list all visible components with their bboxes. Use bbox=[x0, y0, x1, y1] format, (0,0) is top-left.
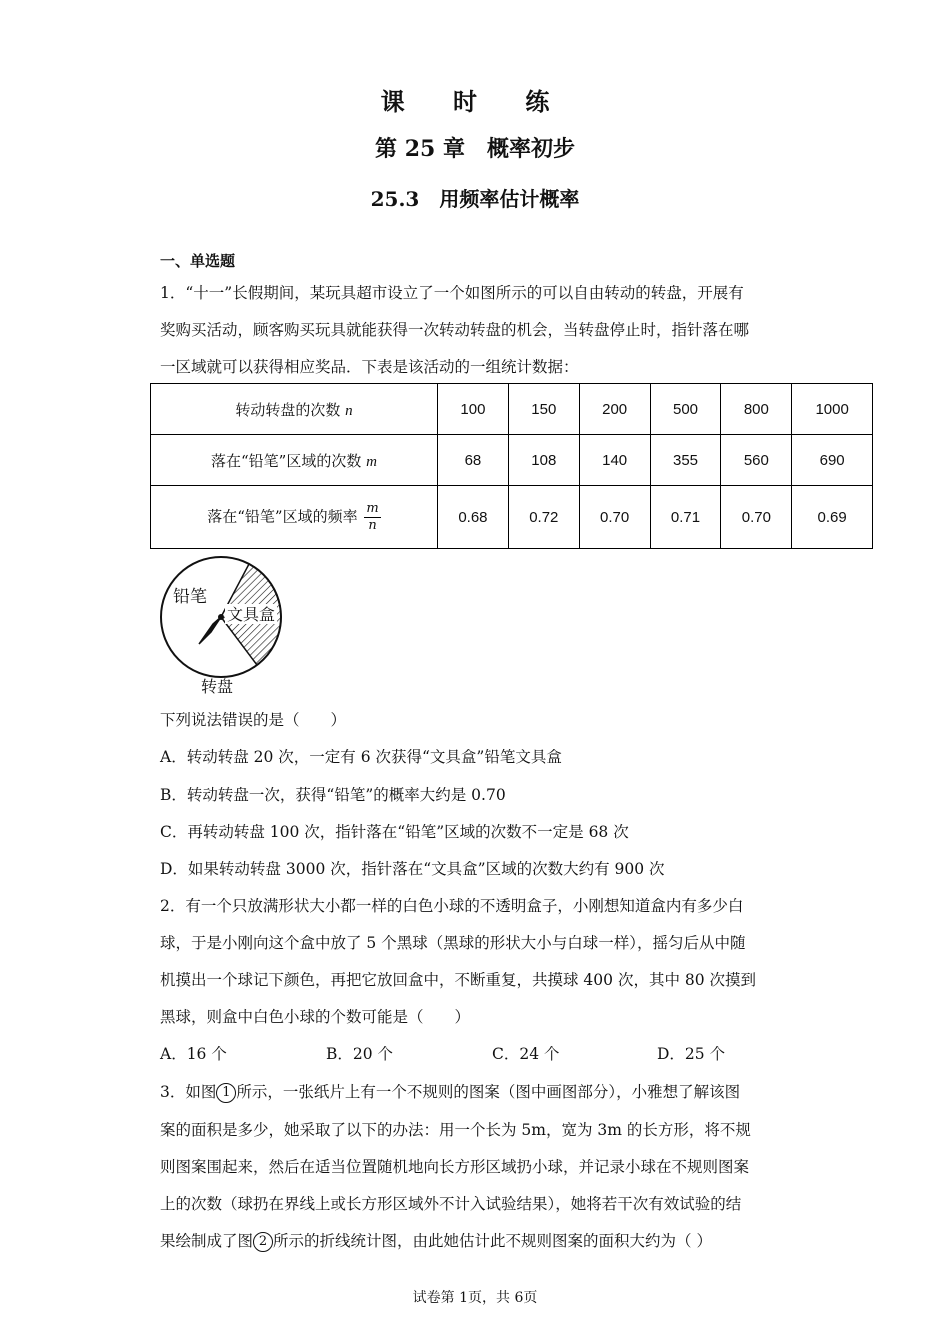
label-pencil-box: 文具盒 bbox=[227, 605, 276, 624]
table-cell: 0.70 bbox=[579, 486, 650, 549]
table-cell: 150 bbox=[508, 384, 579, 435]
q2-option-d: D．25 个 bbox=[657, 1045, 726, 1063]
figure-caption: 转盘 bbox=[201, 677, 234, 696]
var-n: n bbox=[345, 402, 353, 419]
table-row bbox=[151, 384, 873, 435]
worksheet-title: 课 时 练 bbox=[380, 87, 570, 116]
q1-stem-line-3: 一区域就可以获得相应奖品．下表是该活动的一组统计数据： bbox=[160, 358, 579, 376]
q3-stem-line-2: 案的面积是多少，她采取了以下的办法：用一个长为 5m，宽为 3m 的长方形，将不规 bbox=[160, 1121, 751, 1139]
table-cell: 800 bbox=[721, 384, 792, 435]
q3-stem-line-4: 上的次数（球扔在界线上或长方形区域外不计入试验结果），她将若干次有效试验的结 bbox=[160, 1195, 742, 1213]
q1-stem-line-1: 1．“十一”长假期间，某玩具超市设立了一个如图所示的可以自由转动的转盘，开展有 bbox=[160, 284, 744, 302]
table-cell: 0.71 bbox=[650, 486, 721, 549]
circled-number-1: 1 bbox=[216, 1083, 236, 1103]
table-cell: 0.69 bbox=[792, 486, 873, 549]
statistics-table bbox=[150, 383, 873, 549]
row-header-spins: 转动转盘的次数 n bbox=[151, 384, 438, 435]
row-header-count: 落在“铅笔”区域的次数 m bbox=[151, 435, 438, 486]
table-row bbox=[151, 486, 873, 549]
q2-stem-line-4: 黑球，则盒中白色小球的个数可能是（ ） bbox=[160, 1008, 471, 1026]
table-cell: 200 bbox=[579, 384, 650, 435]
table-cell: 68 bbox=[438, 435, 509, 486]
page-footer: 试卷第 1页，共 6页 bbox=[412, 1290, 538, 1306]
chapter-title: 第 25 章 概率初步 bbox=[375, 136, 575, 162]
q3-stem-line-1: 3．如图 1 所示，一张纸片上有一个不规则的图案（图中画图部分），小雅想了解该图 bbox=[160, 1083, 741, 1101]
table-row bbox=[151, 435, 873, 486]
q1-option-d: D．如果转动转盘 3000 次，指针落在“文具盒”区域的次数大约有 900 次 bbox=[160, 860, 665, 878]
q2-option-a: A．16 个 bbox=[160, 1045, 227, 1063]
q2-stem-line-1: 2．有一个只放满形状大小都一样的白色小球的不透明盒子，小刚想知道盒内有多少白 bbox=[160, 897, 744, 915]
row-header-frequency: 落在“铅笔”区域的频率 $\frac{m}{n}$ bbox=[151, 486, 438, 549]
table-cell: 140 bbox=[579, 435, 650, 486]
q3-stem-line-5: 果绘制成了图 2 所示的折线统计图，由此她估计此不规则图案的面积大约为（ ） bbox=[160, 1232, 712, 1250]
spinner-figure bbox=[155, 552, 290, 697]
q1-option-b: B．转动转盘一次，获得“铅笔”的概率大约是 0.70 bbox=[160, 786, 506, 804]
section-heading: 一、单选题 bbox=[160, 252, 236, 270]
q2-stem-line-3: 机摸出一个球记下颜色，再把它放回盒中，不断重复，共摸球 400 次，其中 80 次摸到 bbox=[160, 971, 757, 989]
q3-stem-line-3: 则图案围起来，然后在适当位置随机地向长方形区域扔小球，并记录小球在不规则图案 bbox=[160, 1158, 750, 1176]
q2-stem-line-2: 球，于是小刚向这个盒中放了 5 个黑球（黑球的形状大小与白球一样），摇匀后从中随 bbox=[160, 934, 746, 952]
table-cell: 560 bbox=[721, 435, 792, 486]
fraction-m-over-n: $\frac{m}{n}$ bbox=[366, 500, 379, 533]
table-cell: 690 bbox=[792, 435, 873, 486]
circled-number-2: 2 bbox=[253, 1232, 273, 1252]
pivot-dot bbox=[218, 614, 224, 620]
table-cell: 0.70 bbox=[721, 486, 792, 549]
table-cell: 0.68 bbox=[438, 486, 509, 549]
q1-stem-line-2: 奖购买活动，顾客购买玩具就能获得一次转动转盘的机会，当转盘停止时，指针落在哪 bbox=[160, 321, 750, 339]
q2-option-c: C．24 个 bbox=[492, 1045, 560, 1063]
table-cell: 355 bbox=[650, 435, 721, 486]
var-m: m bbox=[366, 453, 377, 470]
table-cell: 1000 bbox=[792, 384, 873, 435]
table-cell: 0.72 bbox=[508, 486, 579, 549]
q1-option-a: A．转动转盘 20 次，一定有 6 次获得“文具盒”铅笔文具盒 bbox=[160, 748, 562, 766]
table-cell: 100 bbox=[438, 384, 509, 435]
label-pencil: 铅笔 bbox=[173, 587, 207, 607]
q1-option-c: C．再转动转盘 100 次，指针落在“铅笔”区域的次数不一定是 68 次 bbox=[160, 823, 629, 841]
section-title: 25.3 用频率估计概率 bbox=[370, 187, 580, 211]
table-cell: 500 bbox=[650, 384, 721, 435]
q1-question: 下列说法错误的是（ ） bbox=[160, 711, 347, 729]
table-cell: 108 bbox=[508, 435, 579, 486]
q2-option-b: B．20 个 bbox=[326, 1045, 394, 1063]
